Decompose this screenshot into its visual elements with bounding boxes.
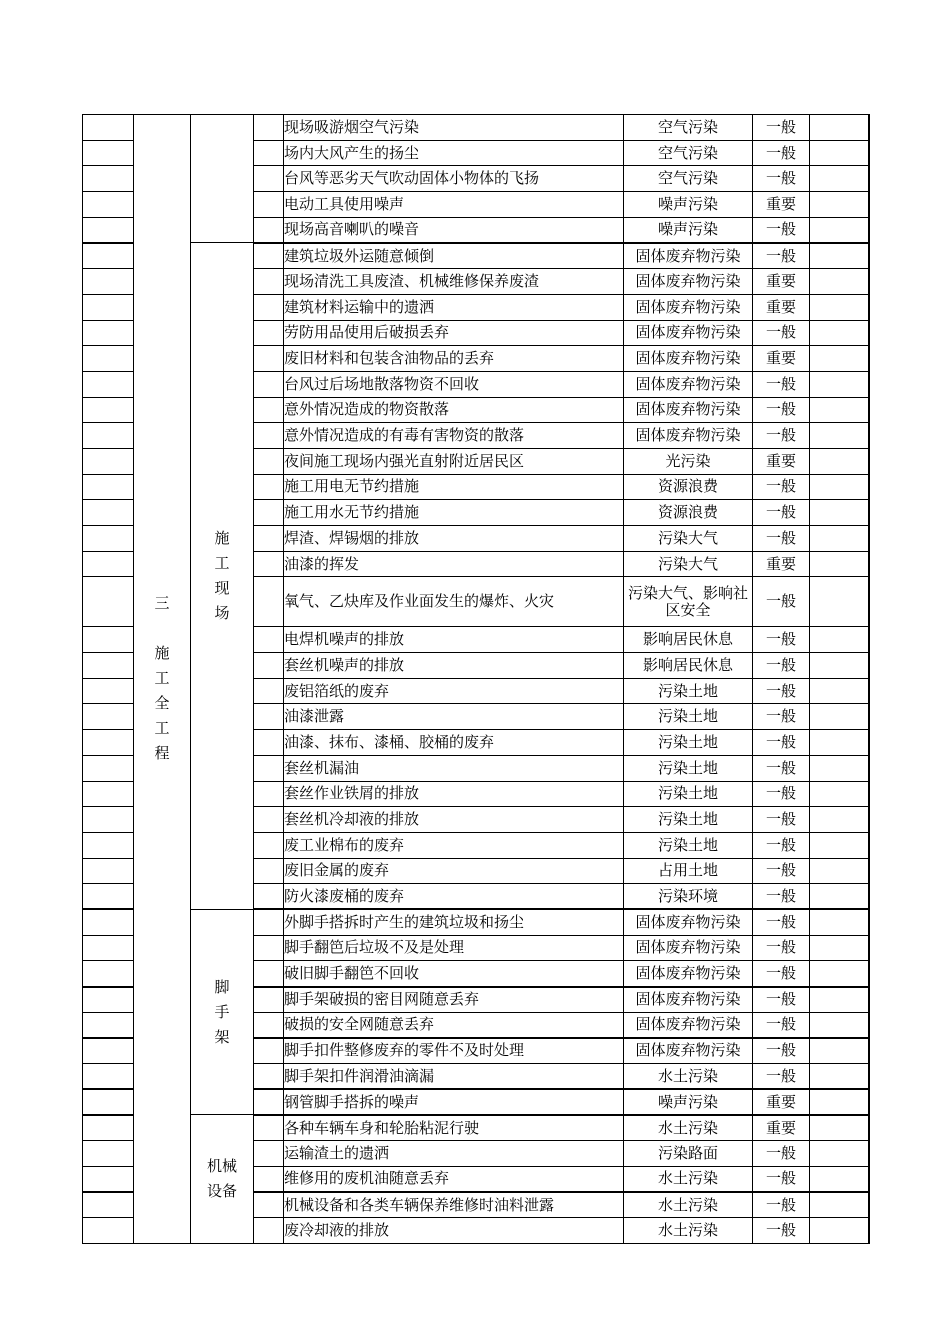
aspect-description: 劳防用品使用后破损丢弃 bbox=[284, 320, 624, 346]
blank-cell bbox=[810, 909, 869, 935]
significance-level: 一般 bbox=[753, 832, 810, 858]
aspect-description: 脚手架扣件润滑油滴漏 bbox=[284, 1064, 624, 1090]
aspect-description: 脚手架破损的密目网随意丢弃 bbox=[284, 987, 624, 1013]
aspect-description: 现场清洗工具废渣、机械维修保养废渣 bbox=[284, 269, 624, 295]
blank-cell bbox=[810, 1115, 869, 1141]
blank-cell bbox=[810, 987, 869, 1013]
blank-cell bbox=[254, 678, 284, 704]
blank-cell bbox=[254, 192, 284, 218]
impact-type: 固体废弃物污染 bbox=[624, 320, 753, 346]
significance-level: 重要 bbox=[753, 1089, 810, 1115]
significance-level: 重要 bbox=[753, 346, 810, 372]
stage-cell bbox=[134, 115, 191, 1244]
blank-cell bbox=[810, 320, 869, 346]
aspect-description: 台风过后场地散落物资不回收 bbox=[284, 371, 624, 397]
aspect-description: 钢管脚手搭拆的噪声 bbox=[284, 1089, 624, 1115]
significance-level: 一般 bbox=[753, 884, 810, 910]
area-label: 脚手架 bbox=[214, 977, 230, 1046]
significance-level: 一般 bbox=[753, 1038, 810, 1064]
aspect-description: 氧气、乙炔库及作业面发生的爆炸、火灾 bbox=[284, 577, 624, 627]
index-cell bbox=[83, 781, 134, 807]
blank-cell bbox=[254, 243, 284, 269]
index-cell bbox=[83, 551, 134, 577]
impact-type: 固体废弃物污染 bbox=[624, 346, 753, 372]
aspect-description: 套丝作业铁屑的排放 bbox=[284, 781, 624, 807]
blank-cell bbox=[254, 346, 284, 372]
index-cell bbox=[83, 1012, 134, 1038]
impact-type: 水土污染 bbox=[624, 1192, 753, 1218]
blank-cell bbox=[254, 1115, 284, 1141]
significance-level: 一般 bbox=[753, 627, 810, 653]
blank-cell bbox=[810, 166, 869, 192]
index-cell bbox=[83, 1089, 134, 1115]
impact-type: 污染土地 bbox=[624, 755, 753, 781]
blank-cell bbox=[254, 1141, 284, 1167]
blank-cell bbox=[810, 961, 869, 987]
significance-level: 一般 bbox=[753, 704, 810, 730]
area-cell bbox=[191, 115, 254, 243]
blank-cell bbox=[810, 243, 869, 269]
index-cell bbox=[83, 1038, 134, 1064]
impact-type: 空气污染 bbox=[624, 166, 753, 192]
impact-type: 占用土地 bbox=[624, 858, 753, 884]
significance-level: 重要 bbox=[753, 269, 810, 295]
index-cell bbox=[83, 115, 134, 141]
blank-cell bbox=[254, 858, 284, 884]
blank-cell bbox=[810, 448, 869, 474]
blank-cell bbox=[254, 294, 284, 320]
significance-level: 一般 bbox=[753, 781, 810, 807]
index-cell bbox=[83, 192, 134, 218]
significance-level: 一般 bbox=[753, 577, 810, 627]
aspect-description: 现场吸游烟空气污染 bbox=[284, 115, 624, 141]
impact-type: 水土污染 bbox=[624, 1064, 753, 1090]
impact-type: 固体废弃物污染 bbox=[624, 294, 753, 320]
aspect-description: 脚手扣件整修废弃的零件不及时处理 bbox=[284, 1038, 624, 1064]
aspect-description: 电焊机噪声的排放 bbox=[284, 627, 624, 653]
significance-level: 一般 bbox=[753, 423, 810, 449]
impact-type: 水土污染 bbox=[624, 1115, 753, 1141]
impact-type: 噪声污染 bbox=[624, 217, 753, 243]
impact-type: 污染土地 bbox=[624, 730, 753, 756]
aspect-description: 油漆的挥发 bbox=[284, 551, 624, 577]
significance-level: 重要 bbox=[753, 448, 810, 474]
impact-type: 噪声污染 bbox=[624, 1089, 753, 1115]
blank-cell bbox=[254, 909, 284, 935]
blank-cell bbox=[810, 807, 869, 833]
significance-level: 一般 bbox=[753, 526, 810, 552]
impact-type: 固体废弃物污染 bbox=[624, 987, 753, 1013]
blank-cell bbox=[254, 474, 284, 500]
blank-cell bbox=[810, 832, 869, 858]
blank-cell bbox=[810, 474, 869, 500]
significance-level: 一般 bbox=[753, 653, 810, 679]
significance-level: 一般 bbox=[753, 166, 810, 192]
significance-level: 一般 bbox=[753, 730, 810, 756]
aspect-description: 各种车辆车身和轮胎粘泥行驶 bbox=[284, 1115, 624, 1141]
area-cell bbox=[191, 909, 254, 1115]
significance-level: 一般 bbox=[753, 115, 810, 141]
blank-cell bbox=[254, 653, 284, 679]
blank-cell bbox=[254, 140, 284, 166]
aspect-description: 破旧脚手翻笆不回收 bbox=[284, 961, 624, 987]
blank-cell bbox=[810, 294, 869, 320]
blank-cell bbox=[810, 526, 869, 552]
blank-cell bbox=[810, 730, 869, 756]
blank-cell bbox=[254, 755, 284, 781]
aspect-description: 脚手翻笆后垃圾不及是处理 bbox=[284, 935, 624, 961]
significance-level: 重要 bbox=[753, 294, 810, 320]
aspect-description: 废冷却液的排放 bbox=[284, 1218, 624, 1244]
blank-cell bbox=[254, 115, 284, 141]
blank-cell bbox=[254, 730, 284, 756]
table-row bbox=[83, 1115, 869, 1141]
aspect-description: 废铝箔纸的废弃 bbox=[284, 678, 624, 704]
impact-type: 固体废弃物污染 bbox=[624, 423, 753, 449]
area-cell bbox=[191, 243, 254, 910]
blank-cell bbox=[254, 166, 284, 192]
impact-type: 空气污染 bbox=[624, 140, 753, 166]
blank-cell bbox=[810, 423, 869, 449]
blank-cell bbox=[254, 704, 284, 730]
index-cell bbox=[83, 474, 134, 500]
index-cell bbox=[83, 423, 134, 449]
index-cell bbox=[83, 217, 134, 243]
aspect-description: 防火漆废桶的废弃 bbox=[284, 884, 624, 910]
index-cell bbox=[83, 243, 134, 269]
blank-cell bbox=[254, 397, 284, 423]
blank-cell bbox=[254, 269, 284, 295]
index-cell bbox=[83, 653, 134, 679]
significance-level: 一般 bbox=[753, 935, 810, 961]
blank-cell bbox=[254, 320, 284, 346]
blank-cell bbox=[810, 781, 869, 807]
significance-level: 一般 bbox=[753, 961, 810, 987]
aspect-description: 油漆、抹布、漆桶、胶桶的废弃 bbox=[284, 730, 624, 756]
index-cell bbox=[83, 500, 134, 526]
blank-cell bbox=[254, 627, 284, 653]
aspect-description: 破损的安全网随意丢弃 bbox=[284, 1012, 624, 1038]
impact-type: 污染路面 bbox=[624, 1141, 753, 1167]
blank-cell bbox=[254, 1218, 284, 1244]
index-cell bbox=[83, 1166, 134, 1192]
impact-type: 固体废弃物污染 bbox=[624, 243, 753, 269]
impact-type: 固体废弃物污染 bbox=[624, 397, 753, 423]
aspect-description: 台风等恶劣天气吹动固体小物体的飞扬 bbox=[284, 166, 624, 192]
blank-cell bbox=[254, 1089, 284, 1115]
blank-cell bbox=[254, 577, 284, 627]
index-cell bbox=[83, 884, 134, 910]
impact-type: 固体废弃物污染 bbox=[624, 961, 753, 987]
significance-level: 一般 bbox=[753, 755, 810, 781]
blank-cell bbox=[810, 1064, 869, 1090]
blank-cell bbox=[810, 704, 869, 730]
index-cell bbox=[83, 961, 134, 987]
significance-level: 一般 bbox=[753, 474, 810, 500]
index-cell bbox=[83, 987, 134, 1013]
impact-type: 影响居民休息 bbox=[624, 653, 753, 679]
aspect-description: 废旧材料和包装含油物品的丢弃 bbox=[284, 346, 624, 372]
index-cell bbox=[83, 1141, 134, 1167]
blank-cell bbox=[810, 858, 869, 884]
index-cell bbox=[83, 832, 134, 858]
significance-level: 一般 bbox=[753, 500, 810, 526]
blank-cell bbox=[810, 346, 869, 372]
impact-type: 固体废弃物污染 bbox=[624, 371, 753, 397]
table-row bbox=[83, 909, 869, 935]
aspect-description: 套丝机冷却液的排放 bbox=[284, 807, 624, 833]
blank-cell bbox=[254, 423, 284, 449]
blank-cell bbox=[810, 884, 869, 910]
blank-cell bbox=[810, 551, 869, 577]
impact-type: 固体废弃物污染 bbox=[624, 909, 753, 935]
aspect-description: 废旧金属的废弃 bbox=[284, 858, 624, 884]
significance-level: 一般 bbox=[753, 1141, 810, 1167]
index-cell bbox=[83, 269, 134, 295]
index-cell bbox=[83, 526, 134, 552]
area-label: 机械设备 bbox=[206, 1157, 237, 1201]
index-cell bbox=[83, 1218, 134, 1244]
blank-cell bbox=[254, 1064, 284, 1090]
blank-cell bbox=[254, 987, 284, 1013]
index-cell bbox=[83, 704, 134, 730]
index-cell bbox=[83, 730, 134, 756]
aspect-description: 意外情况造成的物资散落 bbox=[284, 397, 624, 423]
index-cell bbox=[83, 807, 134, 833]
index-cell bbox=[83, 755, 134, 781]
aspect-description: 施工用电无节约措施 bbox=[284, 474, 624, 500]
stage-name: 施工全工程 bbox=[154, 644, 170, 763]
index-cell bbox=[83, 140, 134, 166]
blank-cell bbox=[254, 961, 284, 987]
blank-cell bbox=[254, 935, 284, 961]
blank-cell bbox=[810, 1166, 869, 1192]
index-cell bbox=[83, 1064, 134, 1090]
significance-level: 一般 bbox=[753, 909, 810, 935]
impact-type: 资源浪费 bbox=[624, 474, 753, 500]
aspect-description: 意外情况造成的有毒有害物资的散落 bbox=[284, 423, 624, 449]
environmental-aspects-table bbox=[82, 114, 870, 1244]
significance-level: 一般 bbox=[753, 1218, 810, 1244]
impact-type: 污染大气 bbox=[624, 526, 753, 552]
index-cell bbox=[83, 678, 134, 704]
significance-level: 一般 bbox=[753, 807, 810, 833]
significance-level: 重要 bbox=[753, 1115, 810, 1141]
index-cell bbox=[83, 935, 134, 961]
blank-cell bbox=[810, 627, 869, 653]
blank-cell bbox=[810, 1012, 869, 1038]
significance-level: 重要 bbox=[753, 551, 810, 577]
significance-level: 一般 bbox=[753, 371, 810, 397]
blank-cell bbox=[254, 832, 284, 858]
impact-type: 污染大气、影响社区安全 bbox=[624, 577, 753, 627]
blank-cell bbox=[254, 1038, 284, 1064]
significance-level: 一般 bbox=[753, 140, 810, 166]
impact-type: 污染土地 bbox=[624, 678, 753, 704]
index-cell bbox=[83, 1115, 134, 1141]
blank-cell bbox=[810, 397, 869, 423]
significance-level: 一般 bbox=[753, 320, 810, 346]
blank-cell bbox=[810, 269, 869, 295]
impact-type: 噪声污染 bbox=[624, 192, 753, 218]
blank-cell bbox=[254, 371, 284, 397]
aspect-description: 废工业棉布的废弃 bbox=[284, 832, 624, 858]
significance-level: 一般 bbox=[753, 987, 810, 1013]
area-cell bbox=[191, 1115, 254, 1243]
impact-type: 污染大气 bbox=[624, 551, 753, 577]
blank-cell bbox=[254, 217, 284, 243]
significance-level: 一般 bbox=[753, 397, 810, 423]
blank-cell bbox=[254, 781, 284, 807]
blank-cell bbox=[810, 140, 869, 166]
impact-type: 固体废弃物污染 bbox=[624, 935, 753, 961]
blank-cell bbox=[254, 1166, 284, 1192]
index-cell bbox=[83, 346, 134, 372]
impact-type: 空气污染 bbox=[624, 115, 753, 141]
impact-type: 污染土地 bbox=[624, 832, 753, 858]
index-cell bbox=[83, 577, 134, 627]
blank-cell bbox=[810, 678, 869, 704]
impact-type: 水土污染 bbox=[624, 1218, 753, 1244]
aspect-description: 外脚手搭拆时产生的建筑垃圾和扬尘 bbox=[284, 909, 624, 935]
index-cell bbox=[83, 858, 134, 884]
blank-cell bbox=[810, 217, 869, 243]
index-cell bbox=[83, 397, 134, 423]
blank-cell bbox=[254, 500, 284, 526]
impact-type: 固体废弃物污染 bbox=[624, 269, 753, 295]
blank-cell bbox=[254, 807, 284, 833]
aspect-description: 套丝机漏油 bbox=[284, 755, 624, 781]
blank-cell bbox=[254, 551, 284, 577]
index-cell bbox=[83, 371, 134, 397]
aspect-description: 焊渣、焊锡烟的排放 bbox=[284, 526, 624, 552]
significance-level: 重要 bbox=[753, 192, 810, 218]
significance-level: 一般 bbox=[753, 1192, 810, 1218]
significance-level: 一般 bbox=[753, 858, 810, 884]
aspect-description: 夜间施工现场内强光直射附近居民区 bbox=[284, 448, 624, 474]
aspect-description: 机械设备和各类车辆保养维修时油料泄露 bbox=[284, 1192, 624, 1218]
significance-level: 一般 bbox=[753, 243, 810, 269]
blank-cell bbox=[254, 448, 284, 474]
aspect-description: 施工用水无节约措施 bbox=[284, 500, 624, 526]
aspect-description: 油漆泄露 bbox=[284, 704, 624, 730]
impact-type: 污染环境 bbox=[624, 884, 753, 910]
index-cell bbox=[83, 627, 134, 653]
blank-cell bbox=[810, 935, 869, 961]
impact-type: 资源浪费 bbox=[624, 500, 753, 526]
significance-level: 一般 bbox=[753, 1166, 810, 1192]
blank-cell bbox=[810, 1192, 869, 1218]
significance-level: 一般 bbox=[753, 217, 810, 243]
aspect-description: 维修用的废机油随意丢弃 bbox=[284, 1166, 624, 1192]
significance-level: 一般 bbox=[753, 1012, 810, 1038]
impact-type: 光污染 bbox=[624, 448, 753, 474]
blank-cell bbox=[810, 653, 869, 679]
blank-cell bbox=[810, 192, 869, 218]
aspect-description: 现场高音喇叭的噪音 bbox=[284, 217, 624, 243]
blank-cell bbox=[810, 1141, 869, 1167]
index-cell bbox=[83, 320, 134, 346]
blank-cell bbox=[254, 1012, 284, 1038]
impact-type: 固体废弃物污染 bbox=[624, 1012, 753, 1038]
index-cell bbox=[83, 294, 134, 320]
impact-type: 影响居民休息 bbox=[624, 627, 753, 653]
blank-cell bbox=[254, 526, 284, 552]
index-cell bbox=[83, 909, 134, 935]
area-label: 施工现场 bbox=[214, 529, 230, 623]
impact-type: 污染土地 bbox=[624, 807, 753, 833]
table-row bbox=[83, 243, 869, 269]
blank-cell bbox=[254, 884, 284, 910]
blank-cell bbox=[810, 371, 869, 397]
aspect-description: 套丝机噪声的排放 bbox=[284, 653, 624, 679]
aspect-description: 场内大风产生的扬尘 bbox=[284, 140, 624, 166]
stage-number: 三 bbox=[154, 594, 170, 613]
blank-cell bbox=[810, 1218, 869, 1244]
index-cell bbox=[83, 166, 134, 192]
aspect-description: 建筑材料运输中的遗洒 bbox=[284, 294, 624, 320]
significance-level: 一般 bbox=[753, 1064, 810, 1090]
impact-type: 固体废弃物污染 bbox=[624, 1038, 753, 1064]
blank-cell bbox=[810, 1089, 869, 1115]
table-row bbox=[83, 115, 869, 141]
significance-level: 一般 bbox=[753, 678, 810, 704]
index-cell bbox=[83, 1192, 134, 1218]
blank-cell bbox=[810, 1038, 869, 1064]
impact-type: 水土污染 bbox=[624, 1166, 753, 1192]
impact-type: 污染土地 bbox=[624, 704, 753, 730]
aspect-description: 电动工具使用噪声 bbox=[284, 192, 624, 218]
blank-cell bbox=[810, 500, 869, 526]
blank-cell bbox=[254, 1192, 284, 1218]
impact-type: 污染土地 bbox=[624, 781, 753, 807]
blank-cell bbox=[810, 755, 869, 781]
aspect-description: 运输渣土的遗洒 bbox=[284, 1141, 624, 1167]
blank-cell bbox=[810, 577, 869, 627]
aspect-description: 建筑垃圾外运随意倾倒 bbox=[284, 243, 624, 269]
blank-cell bbox=[810, 115, 869, 141]
index-cell bbox=[83, 448, 134, 474]
